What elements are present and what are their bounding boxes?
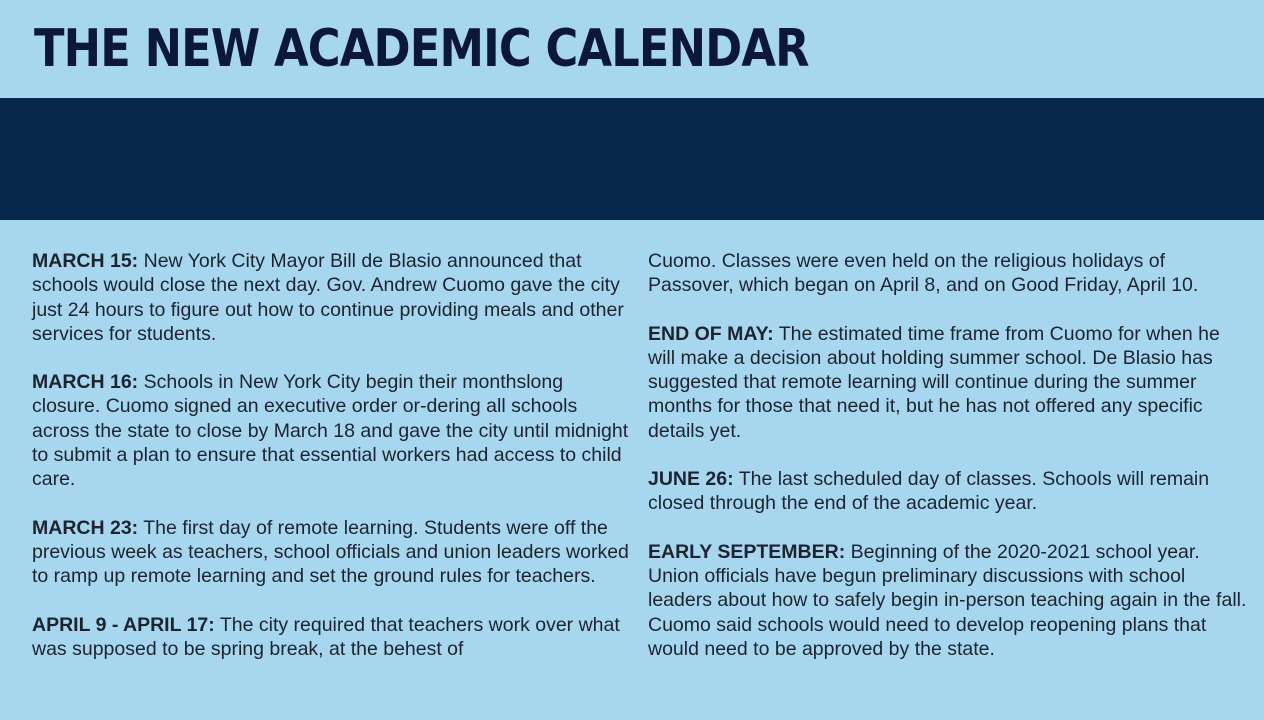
entry-date-label: APRIL 9 - APRIL 17: bbox=[32, 613, 215, 636]
entry-date-label: MARCH 16: bbox=[32, 371, 139, 394]
entry-date-label: END OF MAY: bbox=[648, 322, 774, 345]
entry-text: The estimated time frame from Cuomo for when he will make a decision about holding summer school. De Blasio has suggested that remote learning will continue during the summer months for those that need it, but he has not offered any specific details yet. bbox=[648, 322, 1220, 442]
left-column bbox=[32, 249, 632, 685]
timeline-entry-march-15 bbox=[32, 249, 632, 346]
entry-text: Schools in New York City begin their monthslong closure. Cuomo signed an executive order or-dering all schools across the state to close by March 18 and gave the city until midnight to submit a plan to ensure that essential workers had access to child care. bbox=[32, 371, 629, 491]
entry-text: The city required that teachers work over what was supposed to be spring break, at the behest of bbox=[32, 613, 620, 660]
entry-date-label: EARLY SEPTEMBER: bbox=[648, 540, 846, 563]
timeline-entry-end-of-may bbox=[648, 322, 1248, 443]
timeline-entry-april-9-17 bbox=[32, 613, 632, 662]
page-title: THE NEW ACADEMIC CALENDAR bbox=[34, 19, 809, 79]
entry-date-label: JUNE 26: bbox=[648, 468, 734, 491]
entry-date-label: MARCH 15: bbox=[32, 250, 139, 272]
header-banner bbox=[0, 98, 1264, 220]
entry-text: Beginning of the 2020-2021 school year. Union officials have begun preliminary discussions with school leaders about how to safely begin in-person teaching again in the fall. Cuomo said schools would need to develop reopening plans that would need to be approved by the state. bbox=[648, 540, 1247, 660]
entry-date-label: MARCH 23: bbox=[32, 516, 139, 539]
timeline-entry-march-16 bbox=[32, 370, 632, 491]
entry-text: New York City Mayor Bill de Blasio announced that schools would close the next day. Gov. Andrew Cuomo gave the city just 24 hours to figure out how to continue providing meals and other services for students. bbox=[32, 250, 624, 345]
timeline-entry-june-26 bbox=[648, 467, 1248, 516]
timeline-entry-continuation: Cuomo. Classes were even held on the religious holidays of Passover, which began on April 8, and on Good Friday, April 10. bbox=[648, 250, 1199, 297]
entry-text: The first day of remote learning. Students were off the previous week as teachers, school officials and union leaders worked to ramp up remote learning and set the ground rules for teachers. bbox=[32, 516, 629, 588]
timeline-entry-early-september bbox=[648, 540, 1248, 661]
entry-text: The last scheduled day of classes. Schools will remain closed through the end of the academic year. bbox=[648, 468, 1210, 515]
right-column bbox=[648, 249, 1248, 685]
timeline-entry-march-23 bbox=[32, 516, 632, 589]
